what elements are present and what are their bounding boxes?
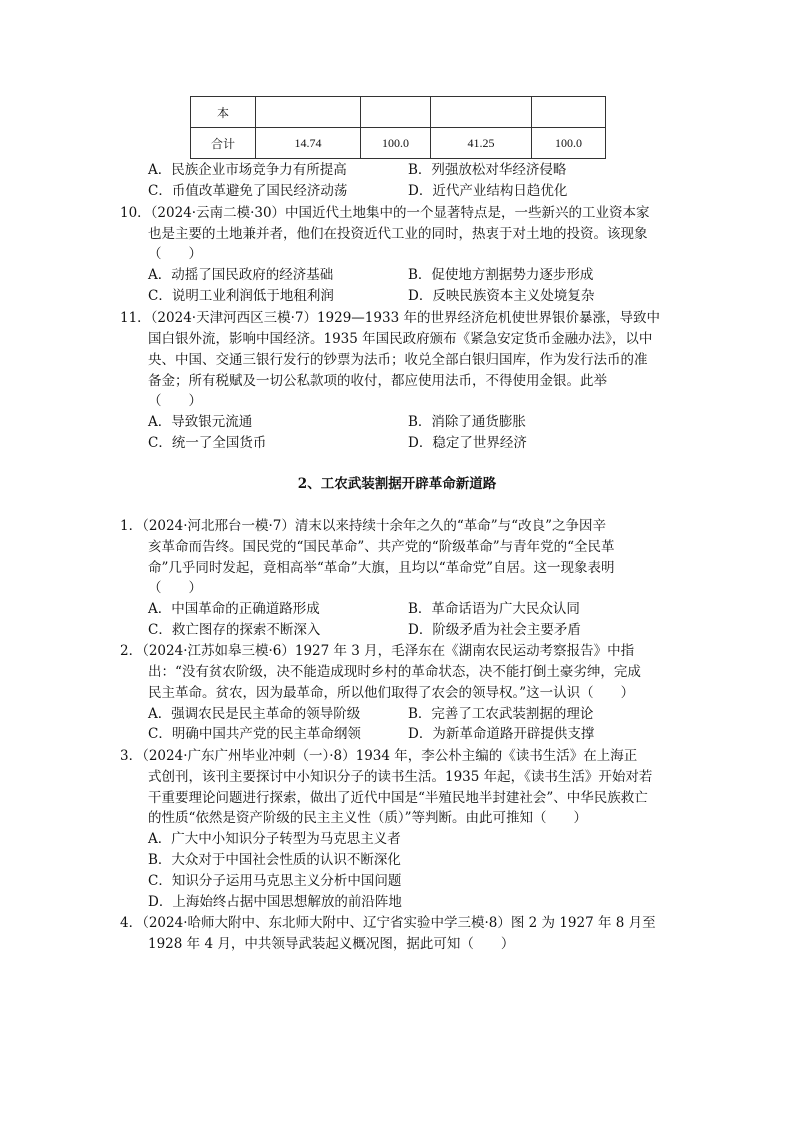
question-2-stem: 出：“没有贫农阶级，决不能造成现时乡村的革命状态，决不能打倒土豪劣绅，完成 bbox=[148, 664, 641, 680]
question-11-stem: 央、中国、交通三银行发行的钞票为法币；收兑全部白银归国库，作为发行法币的准 bbox=[148, 352, 648, 368]
question-10-stem: 10．（2024·云南二模·30）中国近代土地集中的一个显著特点是，一些新兴的工业资本家 bbox=[120, 205, 650, 221]
table-cell: 41.25 bbox=[431, 128, 532, 159]
question-1-stem: 亥革命而告终。国民党的“国民革命”、共产党的“阶级革命”与青年党的“全民革 bbox=[148, 539, 615, 555]
question-4-stem: 1928 年 4 月，中共领导武装起义概况图，据此可知（ ） bbox=[148, 936, 515, 952]
table-cell: 14.74 bbox=[256, 128, 361, 159]
question-10-stem: 也是主要的土地兼并者，他们在投资近代工业的同时，热衷于对土地的投资。该现象 bbox=[148, 226, 648, 242]
option-a[interactable]: A．中国革命的正确道路形成 bbox=[148, 601, 320, 617]
option-c[interactable]: C．救亡图存的探索不断深入 bbox=[148, 622, 321, 638]
option-b[interactable]: B．列强放松对华经济侵略 bbox=[408, 162, 567, 178]
option-a[interactable]: A．民族企业市场竞争力有所提高 bbox=[148, 162, 347, 178]
option-d[interactable]: D．反映民族资本主义处境复杂 bbox=[408, 288, 595, 304]
option-b[interactable]: B．促使地方割据势力逐步形成 bbox=[408, 267, 594, 283]
question-2-stem: 2．（2024·江苏如皋三模·6）1927 年 3 月，毛泽东在《湖南农民运动考察报告》中指 bbox=[120, 643, 635, 659]
option-b[interactable]: B．革命话语为广大民众认同 bbox=[408, 601, 580, 617]
data-table bbox=[190, 96, 606, 159]
table-cell bbox=[256, 97, 361, 128]
table-row bbox=[191, 128, 606, 159]
question-1-stem: 1．（2024·河北邢台一模·7）清末以来持续十余年之久的“革命”与“改良”之争因辛 bbox=[120, 518, 606, 534]
option-a[interactable]: A．强调农民是民主革命的领导阶级 bbox=[148, 706, 361, 722]
question-3-stem: 的性质“依然是资产阶级的民主主义性（质）”等判断。由此可推知（ ） bbox=[148, 810, 588, 826]
question-11-stem: 11．（2024·天津河西区三模·7）1929—1933 年的世界经济危机使世界银价暴涨，导致中 bbox=[120, 310, 660, 326]
table-cell: 100.0 bbox=[361, 128, 431, 159]
table-cell: 本 bbox=[191, 97, 256, 128]
table-cell: 合计 bbox=[191, 128, 256, 159]
answer-blank: （ ） bbox=[148, 246, 202, 262]
option-c[interactable]: C．知识分子运用马克思主义分析中国问题 bbox=[148, 873, 402, 889]
option-d[interactable]: D．稳定了世界经济 bbox=[408, 435, 527, 451]
option-c[interactable]: C．币值改革避免了国民经济动荡 bbox=[148, 183, 348, 199]
option-a[interactable]: A．导致银元流通 bbox=[148, 414, 253, 430]
option-a[interactable]: A．广大中小知识分子转型为马克思主义者 bbox=[148, 831, 401, 847]
question-2-stem: 民主革命。贫农，因为最革命，所以他们取得了农会的领导权。”这一认识（ ） bbox=[148, 685, 635, 701]
option-b[interactable]: B．完善了工农武装割据的理论 bbox=[408, 706, 594, 722]
option-c[interactable]: C．说明工业利润低于地租利润 bbox=[148, 288, 334, 304]
table-cell bbox=[532, 97, 606, 128]
question-1-stem: 命”几乎同时发起，竟相高举“革命”大旗，且均以“革命党”自居。这一现象表明 bbox=[148, 560, 615, 576]
table-cell bbox=[431, 97, 532, 128]
option-b[interactable]: B．消除了通货膨胀 bbox=[408, 414, 526, 430]
question-11-stem: 备金；所有税赋及一切公私款项的收付，都应使用法币，不得使用金银。此举 bbox=[148, 373, 607, 389]
question-3-stem: 干重要理论问题进行探索，做出了近代中国是“半殖民地半封建社会”、中华民族救亡 bbox=[148, 790, 648, 806]
question-4-stem: 4．（2024·哈师大附中、东北师大附中、辽宁省实验中学三模·8）图 2 为 1927 年 8 月至 bbox=[120, 915, 656, 931]
table-row bbox=[191, 97, 606, 128]
table-cell bbox=[361, 97, 431, 128]
option-d[interactable]: D．近代产业结构日趋优化 bbox=[408, 183, 568, 199]
option-c[interactable]: C．明确中国共产党的民主革命纲领 bbox=[148, 726, 361, 742]
option-d[interactable]: D．阶级矛盾为社会主要矛盾 bbox=[408, 622, 581, 638]
option-d[interactable]: D．为新革命道路开辟提供支撑 bbox=[408, 726, 595, 742]
answer-blank: （ ） bbox=[148, 393, 202, 409]
option-b[interactable]: B．大众对于中国社会性质的认识不断深化 bbox=[148, 852, 401, 868]
question-11-stem: 国白银外流，影响中国经济。1935 年国民政府颁布《紧急安定货币金融办法》，以中 bbox=[148, 331, 653, 347]
option-c[interactable]: C．统一了全国货币 bbox=[148, 435, 267, 451]
section-title: 2、工农武装割据开辟革命新道路 bbox=[297, 476, 497, 492]
question-3-stem: 3．（2024·广东广州毕业冲刺（一）·8）1934 年，李公朴主编的《读书生活》在上海正 bbox=[120, 748, 638, 764]
option-d[interactable]: D．上海始终占据中国思想解放的前沿阵地 bbox=[148, 894, 402, 910]
answer-blank: （ ） bbox=[148, 580, 202, 596]
question-3-stem: 式创刊，该刊主要探讨中小知识分子的读书生活。1935 年起，《读书生活》开始对若 bbox=[148, 769, 653, 785]
option-a[interactable]: A．动摇了国民政府的经济基础 bbox=[148, 267, 334, 283]
table-cell: 100.0 bbox=[532, 128, 606, 159]
